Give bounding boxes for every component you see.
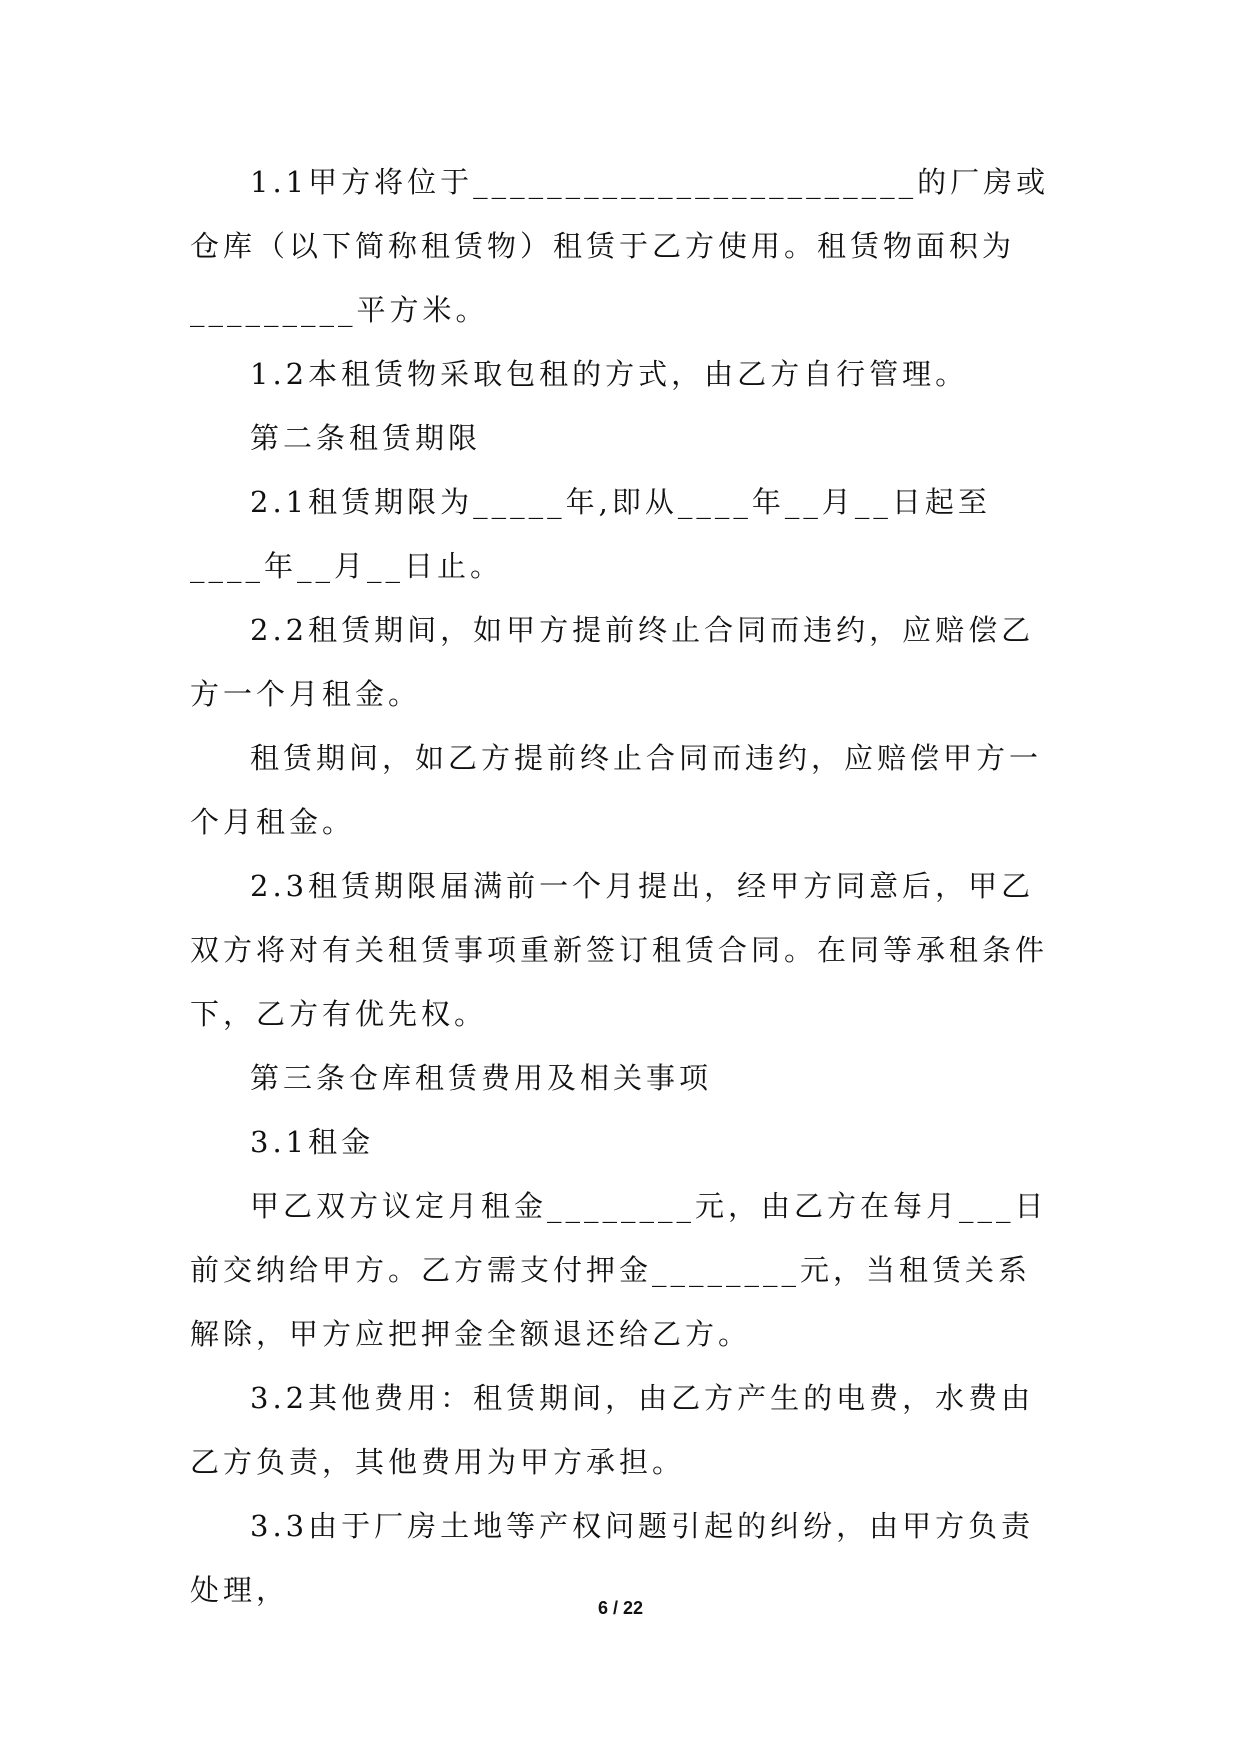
article-2-heading: 第二条租赁期限: [250, 421, 482, 455]
clause-3-1-body: 甲乙双方议定月租金________元，由乙方在每月___日前交纳给甲方。乙方需支付押金________元，当租赁关系解除，甲方应把押金全额退还给乙方。: [190, 1189, 1048, 1351]
clause-2-2: 2.2租赁期间，如甲方提前终止合同而违约，应赔偿乙方一个月租金。: [190, 613, 1035, 711]
clause-1-2: 1.2本租赁物采取包租的方式，由乙方自行管理。: [250, 357, 969, 391]
clause-2-3: 2.3租赁期限届满前一个月提出，经甲方同意后，甲乙双方将对有关租赁事项重新签订租赁合同。在同等承租条件下，乙方有优先权。: [190, 869, 1049, 1031]
clause-2-2-continued: 租赁期间，如乙方提前终止合同而违约，应赔偿甲方一个月租金。: [190, 741, 1043, 839]
clause-3-3: 3.3由于厂房土地等产权问题引起的纠纷，由甲方负责处理，: [190, 1509, 1035, 1607]
clause-1-1: 1.1甲方将位于________________________的厂房或仓库（以下简称租赁物）租赁于乙方使用。租赁物面积为_________平方米。: [190, 165, 1050, 327]
clause-3-1-heading: 3.1租金: [250, 1125, 375, 1159]
clause-2-1: 2.1租赁期限为_____年,即从____年__月__日起至____年__月__日止。: [190, 485, 991, 583]
article-3-heading: 第三条仓库租赁费用及相关事项: [250, 1061, 713, 1095]
document-body: [190, 150, 1050, 1622]
clause-3-2: 3.2其他费用：租赁期间，由乙方产生的电费，水费由乙方负责，其他费用为甲方承担。: [190, 1381, 1035, 1479]
page-number: 6 / 22: [597, 1598, 644, 1618]
